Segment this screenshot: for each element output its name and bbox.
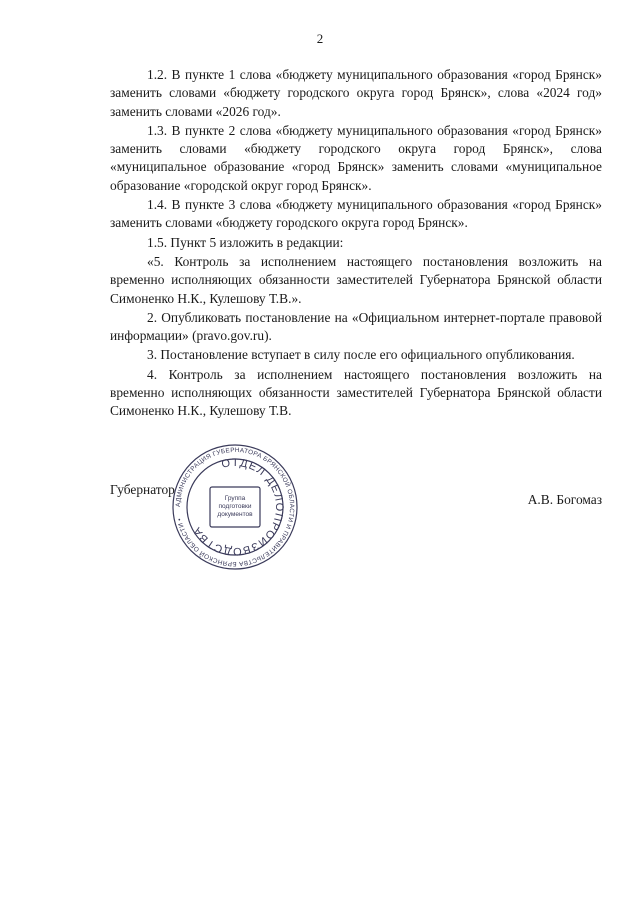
document-body xyxy=(110,66,602,422)
paragraph: 3. Постановление вступает в силу после его официального опубликования. xyxy=(147,347,575,363)
paragraph: 1.2. В пункте 1 слова «бюджету муниципального образования «город Брянск» заменить словами «бюджету городского округа город Брянск», слова «2024 год» заменить словами «2026 год». xyxy=(110,67,602,119)
paragraph: «5. Контроль за исполнением настоящего постановления возложить на временно исполняющих обязанности заместителей Губернатора Брянской области Симоненко Н.К., Кулешову Т.В.». xyxy=(110,253,602,306)
signer-name: А.В. Богомаз xyxy=(527,492,602,507)
seal-outer-text: АДМИНИСТРАЦИЯ ГУБЕРНАТОРА БРЯНСКОЙ ОБЛАСТИ И ПРАВИТЕЛЬСТВА БРЯНСКОЙ ОБЛАСТИ • xyxy=(174,446,296,568)
paragraph: 1.3. В пункте 2 слова «бюджету муниципального образования «город Брянск» заменить словами «бюджету городского округа город Брянск», слова «муниципальное образование «город Брянск» заменить словами «муниципальное образование «городской округ город Брянск». xyxy=(110,122,602,193)
signer-title: Губернатор xyxy=(110,482,175,497)
seal-middle-text: ОТДЕЛ ДЕЛОПРОИЗВОДСТВА xyxy=(190,456,286,558)
paragraph: 2. Опубликовать постановление на «Официальном интернет-портале правовой информации» (pravo.gov.ru). xyxy=(110,309,602,344)
seal-center-text: Группа подготовки документов xyxy=(217,495,253,518)
paragraph: 1.4. В пункте 3 слова «бюджету муниципального образования «город Брянск» заменить словами «бюджету городского округа город Брянск». xyxy=(110,197,602,231)
paragraph: 1.5. Пункт 5 изложить в редакции: xyxy=(147,234,344,250)
paragraph: 4. Контроль за исполнением настоящего постановления возложить на временно исполняющих обязанности заместителей Губернатора Брянской области Симоненко Н.К., Кулешову Т.В. xyxy=(110,366,602,419)
office-seal-stamp xyxy=(170,442,300,572)
page-number: 2 xyxy=(316,31,324,46)
